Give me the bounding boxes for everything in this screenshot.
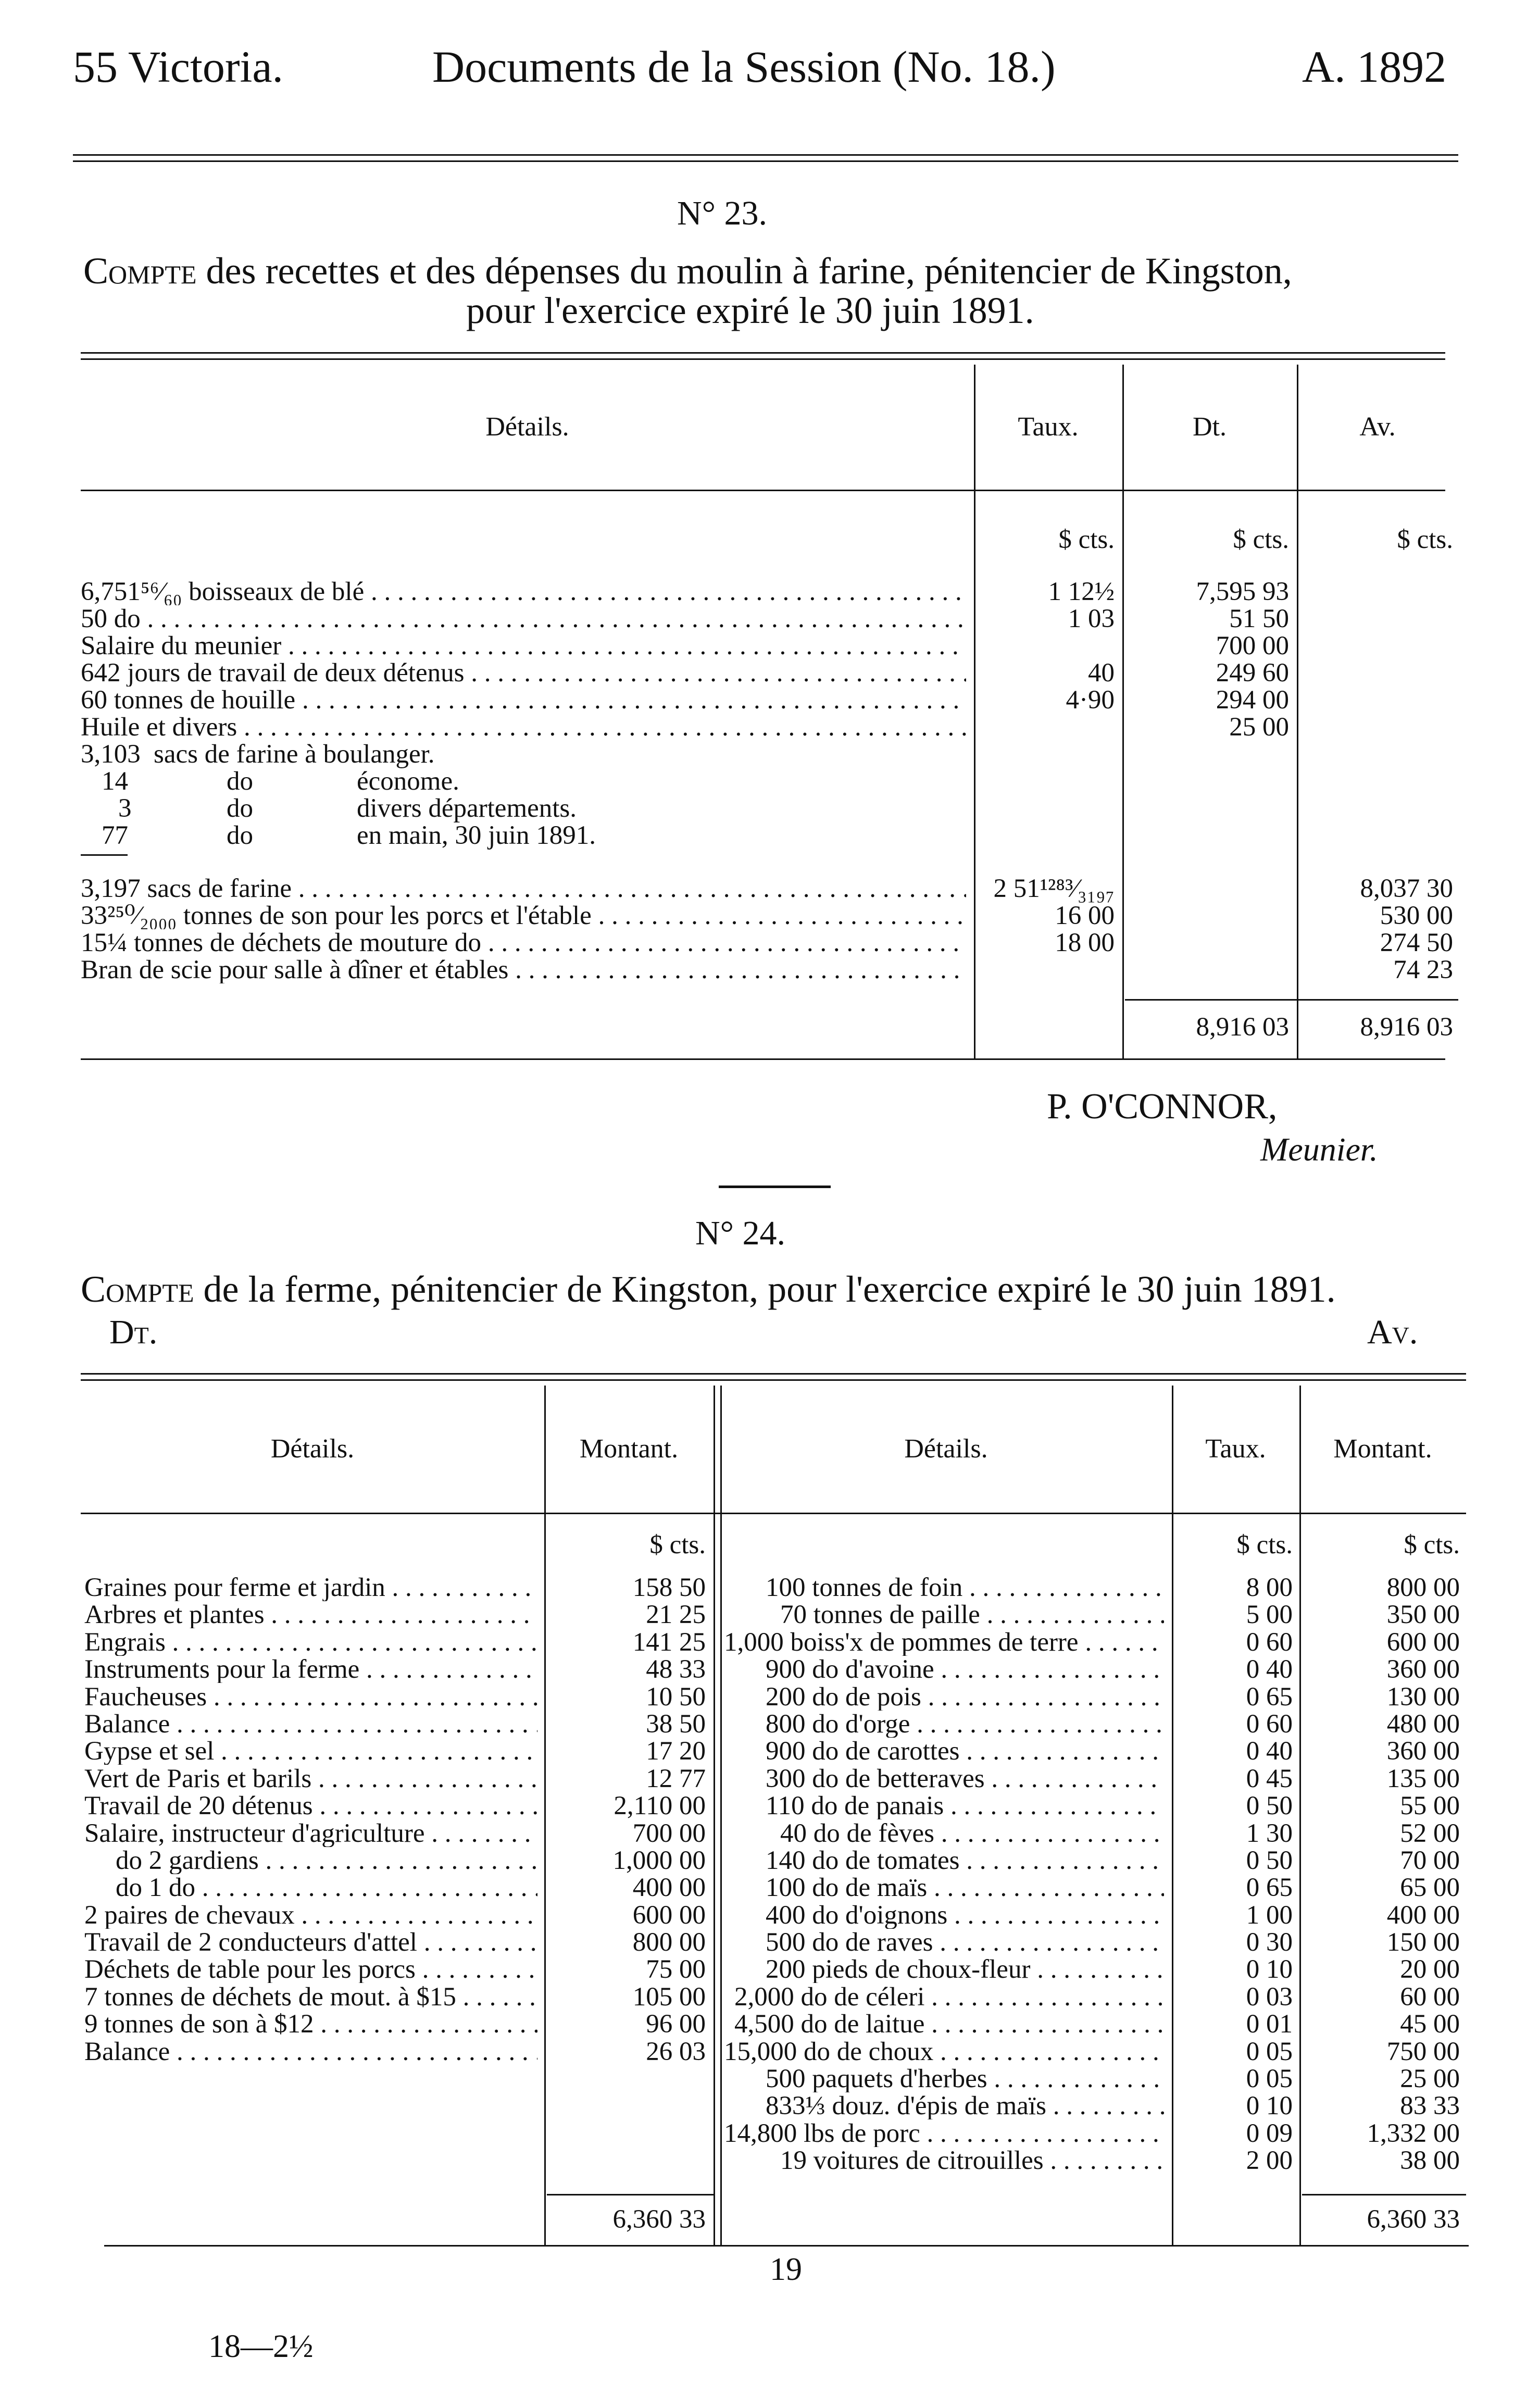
t24-left-amount: 96 00 xyxy=(646,2010,706,2039)
t24-left-row xyxy=(84,1738,709,1765)
t23-row-label: 6,751⁵⁶⁄₆₀ boisseaux de blé . . . xyxy=(81,578,966,605)
t23-total-rule xyxy=(1125,999,1458,1001)
t24-right-row xyxy=(724,1656,1463,1683)
t24-right-label: 15,000 do de choux . . . xyxy=(724,2038,1164,2065)
t24-right-amount: 55 00 xyxy=(1400,1791,1460,1821)
t24-right-taux: 0 05 xyxy=(1246,2037,1293,2066)
t24-rule-top2 xyxy=(81,1379,1466,1381)
t24-right-label: 140 do de tomates . . . xyxy=(766,1847,1164,1874)
doc24-title-word: Compte xyxy=(81,1268,194,1310)
t24-left-row xyxy=(84,2011,709,2038)
t24-col-sep-2a xyxy=(714,1386,715,2245)
t23-row-label: 33²⁵⁰⁄₂₀₀₀ tonnes de son pour les porcs et l'étable . . . xyxy=(81,902,966,929)
t24-right-taux: 0 03 xyxy=(1246,1982,1293,2012)
t24-right-row xyxy=(724,1629,1463,1656)
t24-right-row xyxy=(724,1792,1463,1819)
header-rule-top xyxy=(73,154,1458,156)
t24-right-row xyxy=(724,1929,1463,1956)
t24-left-label: do 2 gardiens . . . xyxy=(116,1847,537,1874)
t23-note-qty: 14 xyxy=(102,767,128,796)
doc24-side-dt: Dt. xyxy=(109,1313,158,1351)
t24-left-row xyxy=(84,1574,709,1601)
t24-left-label: Gypse et sel . . . xyxy=(84,1738,537,1765)
t23-note-what: sacs de farine à boulanger. xyxy=(154,740,435,769)
t24-right-label: 2,000 do de céleri . . . xyxy=(734,1983,1164,2011)
t24-right-label: 400 do d'oignons . . . xyxy=(766,1902,1164,1929)
doc23-title-word: Compte xyxy=(83,250,197,292)
t23-note-dest: en main, 30 juin 1891. xyxy=(357,821,596,850)
t23-note xyxy=(81,741,1456,768)
t24-left-row xyxy=(84,1929,709,1956)
t23-unit-dt: $ cts. xyxy=(1233,525,1289,554)
t24-right-rows xyxy=(724,1574,1463,2175)
t24-header-montant-right: Montant. xyxy=(1333,1434,1432,1464)
doc23-title-line1 xyxy=(83,250,1292,292)
t24-left-amount: 1,000 00 xyxy=(612,1845,706,1875)
t24-left-row xyxy=(84,1683,709,1711)
t24-right-amount: 360 00 xyxy=(1386,1737,1460,1766)
t24-right-row xyxy=(724,1738,1463,1765)
t23-debit-rows xyxy=(81,578,1456,849)
t24-right-label: 800 do d'orge . . . xyxy=(766,1711,1164,1738)
t24-left-amount: 75 00 xyxy=(646,1955,706,1985)
t24-right-amount: 135 00 xyxy=(1386,1764,1460,1793)
t24-right-taux: 5 00 xyxy=(1246,1600,1293,1630)
t24-right-taux: 0 50 xyxy=(1246,1791,1293,1821)
t23-row-dt: 249 60 xyxy=(1216,658,1289,688)
t23-row-label: Bran de scie pour salle à dîner et étables . . . xyxy=(81,956,966,983)
t23-row xyxy=(81,687,1456,714)
t23-row-taux: 16 00 xyxy=(1055,901,1115,930)
t24-right-amount: 65 00 xyxy=(1400,1873,1460,1903)
t24-left-amount: 12 77 xyxy=(646,1764,706,1793)
t24-left-amount: 26 03 xyxy=(646,2037,706,2066)
t24-right-row xyxy=(724,1601,1463,1628)
t24-left-label: Balance . . . xyxy=(84,2038,537,2065)
t24-unit-taux: $ cts. xyxy=(1236,1530,1293,1559)
t24-right-row xyxy=(724,1983,1463,2011)
t24-right-amount: 70 00 xyxy=(1400,1845,1460,1875)
t24-right-label: 900 do de carottes . . . xyxy=(766,1738,1164,1765)
t24-right-label: 14,800 lbs de porc . . . xyxy=(724,2120,1164,2147)
header-volume: 55 Victoria. xyxy=(73,42,284,92)
t24-col-sep-2b xyxy=(720,1386,722,2245)
t24-right-row xyxy=(724,1956,1463,1983)
t23-row-av: 74 23 xyxy=(1393,955,1453,984)
t24-right-label: 40 do de fèves . . . xyxy=(780,1820,1164,1847)
t24-right-taux: 0 45 xyxy=(1246,1764,1293,1793)
t24-left-label: Faucheuses . . . xyxy=(84,1683,537,1711)
t23-row-label: Huile et divers . . . xyxy=(81,714,966,741)
t24-left-row xyxy=(84,2038,709,2065)
t24-right-taux: 0 60 xyxy=(1246,1709,1293,1739)
t24-right-amount: 150 00 xyxy=(1386,1928,1460,1957)
t23-row-taux: 40 xyxy=(1088,658,1115,688)
t24-right-row xyxy=(724,1847,1463,1874)
t23-row-taux: 4·90 xyxy=(1066,685,1115,715)
t24-left-row xyxy=(84,1601,709,1628)
t24-header-details-right: Détails. xyxy=(904,1434,988,1464)
t24-unit-montant-right: $ cts. xyxy=(1404,1530,1460,1559)
t24-left-label: 9 tonnes de son à $12 . . . xyxy=(84,2011,537,2038)
t24-right-label: 70 tonnes de paille . . . xyxy=(780,1601,1164,1628)
t24-right-row xyxy=(724,2092,1463,2119)
t23-row xyxy=(81,714,1456,741)
t23-rule-top1 xyxy=(81,352,1445,354)
t24-left-amount: 105 00 xyxy=(632,1982,706,2012)
t23-note xyxy=(81,795,1456,822)
doc24-title-rest: de la ferme, pénitencier de Kingston, pour l'exercice expiré le 30 juin 1891. xyxy=(194,1268,1336,1310)
t24-right-label: 500 paquets d'herbes . . . xyxy=(766,2065,1164,2092)
t23-note-dest: divers départements. xyxy=(357,794,577,823)
t24-total-left: 6,360 33 xyxy=(612,2205,706,2234)
doc23-signature-title: Meunier. xyxy=(1260,1131,1378,1168)
t24-right-amount: 600 00 xyxy=(1386,1627,1460,1657)
t24-left-amount: 17 20 xyxy=(646,1737,706,1766)
t23-row-label: 15¼ tonnes de déchets de mouture do . . . xyxy=(81,929,966,956)
t24-right-taux: 1 00 xyxy=(1246,1900,1293,1930)
t23-total-dt: 8,916 03 xyxy=(1196,1013,1289,1042)
t24-right-taux: 0 40 xyxy=(1246,1655,1293,1685)
t23-header-details: Détails. xyxy=(485,412,569,442)
t24-right-amount: 350 00 xyxy=(1386,1600,1460,1630)
t24-left-amount: 38 50 xyxy=(646,1709,706,1739)
t24-left-label: Balance . . . xyxy=(84,1711,537,1738)
t24-right-label: 200 pieds de choux-fleur . . . xyxy=(766,1956,1164,1983)
t23-row xyxy=(81,956,1456,983)
t24-left-row xyxy=(84,1902,709,1929)
t23-row-taux: 2 51¹²⁸³⁄₃₁₉₇ xyxy=(993,874,1115,903)
t23-rule-top2 xyxy=(81,358,1445,360)
t24-right-taux: 1 30 xyxy=(1246,1818,1293,1848)
t23-note-qty: 3,103 xyxy=(81,740,141,769)
header-year: A. 1892 xyxy=(1302,42,1447,92)
t24-left-amount: 700 00 xyxy=(632,1818,706,1848)
t24-left-row xyxy=(84,1656,709,1683)
t23-note-qty: 77 xyxy=(102,821,128,850)
t24-right-amount: 400 00 xyxy=(1386,1900,1460,1930)
t24-left-amount: 141 25 xyxy=(632,1627,706,1657)
t24-right-taux: 0 10 xyxy=(1246,2091,1293,2121)
t24-right-row xyxy=(724,1711,1463,1738)
t24-right-row xyxy=(724,2147,1463,2174)
t23-note-what: do xyxy=(227,821,253,850)
t24-left-row xyxy=(84,1820,709,1847)
t23-row-av: 274 50 xyxy=(1380,928,1453,957)
t24-right-taux: 0 01 xyxy=(1246,2010,1293,2039)
doc23-title-rest: des recettes et des dépenses du moulin à farine, pénitencier de Kingston, xyxy=(196,250,1292,292)
t24-left-row xyxy=(84,1983,709,2011)
t24-right-row xyxy=(724,2038,1463,2065)
t23-credit-rows xyxy=(81,875,1456,983)
t23-row xyxy=(81,605,1456,632)
page-number: 19 xyxy=(770,2252,802,2287)
t24-right-label: 833⅓ douz. d'épis de maïs . . . xyxy=(766,2092,1164,2119)
t24-right-row xyxy=(724,1574,1463,1601)
t24-right-amount: 800 00 xyxy=(1386,1573,1460,1602)
t24-right-amount: 38 00 xyxy=(1400,2146,1460,2176)
t24-right-taux: 0 40 xyxy=(1246,1737,1293,1766)
t24-left-amount: 158 50 xyxy=(632,1573,706,1602)
t23-short-rule xyxy=(81,854,128,856)
t23-row-label: 50 do . . . xyxy=(81,605,966,632)
t24-right-amount: 60 00 xyxy=(1400,1982,1460,2012)
t24-right-amount: 52 00 xyxy=(1400,1818,1460,1848)
t24-right-row xyxy=(724,2011,1463,2038)
t23-unit-av: $ cts. xyxy=(1397,525,1453,554)
t24-left-row xyxy=(84,1629,709,1656)
t24-right-amount: 20 00 xyxy=(1400,1955,1460,1985)
t24-left-label: 2 paires de chevaux . . . xyxy=(84,1902,537,1929)
t23-row-dt: 294 00 xyxy=(1216,685,1289,715)
t23-row-label: 60 tonnes de houille . . . xyxy=(81,687,966,714)
doc24-side-av: Av. xyxy=(1367,1313,1418,1351)
t23-note-qty: 3 xyxy=(118,794,132,823)
header-session: Documents de la Session (No. 18.) xyxy=(432,42,1056,92)
t24-right-label: 110 do de panais . . . xyxy=(766,1792,1164,1819)
t24-left-amount: 21 25 xyxy=(646,1600,706,1630)
t24-header-taux: Taux. xyxy=(1205,1434,1266,1464)
t24-right-taux: 0 05 xyxy=(1246,2064,1293,2094)
t24-left-row xyxy=(84,1847,709,1874)
doc23-title-line2: pour l'exercice expiré le 30 juin 1891. xyxy=(466,290,1034,331)
t24-total-rule-right xyxy=(1302,2194,1466,2195)
t24-rule-header xyxy=(81,1513,1466,1514)
t24-unit-montant-left: $ cts. xyxy=(649,1530,706,1559)
t24-right-label: 19 voitures de citrouilles . . . xyxy=(780,2147,1164,2174)
t24-left-label: Déchets de table pour les porcs . . . xyxy=(84,1956,537,1983)
t24-left-label: Arbres et plantes . . . xyxy=(84,1601,537,1628)
t24-left-amount: 800 00 xyxy=(632,1928,706,1957)
t23-row-dt: 7,595 93 xyxy=(1196,577,1289,606)
t24-left-label: Graines pour ferme et jardin . . . xyxy=(84,1574,537,1601)
t23-rule-bottom xyxy=(81,1058,1445,1060)
t24-left-amount: 2,110 00 xyxy=(614,1791,706,1821)
t24-right-taux: 0 10 xyxy=(1246,1955,1293,1985)
t24-left-row xyxy=(84,1711,709,1738)
t24-left-row xyxy=(84,1874,709,1901)
t23-note-what: do xyxy=(227,767,253,796)
t24-right-amount: 45 00 xyxy=(1400,2010,1460,2039)
section-divider xyxy=(719,1186,831,1188)
t24-right-taux: 0 50 xyxy=(1246,1845,1293,1875)
t23-row-label: 642 jours de travail de deux détenus . . . xyxy=(81,659,966,687)
t24-right-row xyxy=(724,1765,1463,1792)
t24-left-label: Travail de 2 conducteurs d'attel . . . xyxy=(84,1929,537,1956)
t24-left-row xyxy=(84,1956,709,1983)
t23-row-dt: 700 00 xyxy=(1216,631,1289,660)
t23-row-av: 8,037 30 xyxy=(1360,874,1453,903)
t23-header-av: Av. xyxy=(1359,412,1396,442)
t24-right-row xyxy=(724,1874,1463,1901)
t24-right-taux: 8 00 xyxy=(1246,1573,1293,1602)
t24-left-amount: 10 50 xyxy=(646,1682,706,1712)
signature-mark: 18—2½ xyxy=(208,2329,314,2364)
t24-right-label: 500 do de raves . . . xyxy=(766,1929,1164,1956)
t24-right-label: 200 do de pois . . . xyxy=(766,1683,1164,1711)
t23-note-what: do xyxy=(227,794,253,823)
t24-right-label: 300 do de betteraves . . . xyxy=(766,1765,1164,1792)
t24-left-amount: 400 00 xyxy=(632,1873,706,1903)
t24-right-taux: 0 30 xyxy=(1246,1928,1293,1957)
t24-left-amount: 48 33 xyxy=(646,1655,706,1685)
t23-header-dt: Dt. xyxy=(1193,412,1227,442)
t24-right-amount: 750 00 xyxy=(1386,2037,1460,2066)
t24-right-taux: 0 60 xyxy=(1246,1627,1293,1657)
t23-unit-taux: $ cts. xyxy=(1058,525,1115,554)
t24-right-label: 1,000 boiss'x de pommes de terre . . . xyxy=(724,1629,1164,1656)
t24-rule-bottom xyxy=(104,2245,1469,2247)
t24-header-montant-left: Montant. xyxy=(579,1434,679,1464)
t24-right-amount: 360 00 xyxy=(1386,1655,1460,1685)
t23-row-label: 3,197 sacs de farine . . . xyxy=(81,875,966,902)
t24-right-amount: 25 00 xyxy=(1400,2064,1460,2094)
t23-row-taux: 18 00 xyxy=(1055,928,1115,957)
t23-row xyxy=(81,929,1456,956)
t24-left-label: Engrais . . . xyxy=(84,1629,537,1656)
t24-right-row xyxy=(724,1683,1463,1711)
doc24-title xyxy=(81,1268,1336,1310)
t24-right-row xyxy=(724,2120,1463,2147)
t23-header-taux: Taux. xyxy=(1018,412,1079,442)
t24-right-amount: 130 00 xyxy=(1386,1682,1460,1712)
t23-row-dt: 51 50 xyxy=(1229,604,1289,633)
t24-right-label: 100 tonnes de foin . . . xyxy=(766,1574,1164,1601)
t24-left-label: Travail de 20 détenus . . . xyxy=(84,1792,537,1819)
doc24-number: N° 24. xyxy=(695,1214,786,1252)
t24-total-right: 6,360 33 xyxy=(1367,2205,1460,2234)
t23-row xyxy=(81,875,1456,902)
t24-left-label: 7 tonnes de déchets de mout. à $15 . . . xyxy=(84,1983,537,2011)
t23-row xyxy=(81,632,1456,659)
t24-right-amount: 1,332 00 xyxy=(1367,2118,1460,2148)
t24-right-row xyxy=(724,1902,1463,1929)
t24-left-rows xyxy=(84,1574,709,2065)
t23-row-taux: 1 03 xyxy=(1068,604,1115,633)
t23-row-dt: 25 00 xyxy=(1229,713,1289,742)
t24-right-taux: 2 00 xyxy=(1246,2146,1293,2176)
t24-left-row xyxy=(84,1765,709,1792)
t24-left-label: do 1 do . . . xyxy=(116,1874,537,1901)
t24-left-label: Salaire, instructeur d'agriculture . . . xyxy=(84,1820,537,1847)
t24-right-label: 4,500 do de laitue . . . xyxy=(734,2011,1164,2038)
t24-right-taux: 0 65 xyxy=(1246,1682,1293,1712)
t23-note xyxy=(81,822,1456,849)
t23-total-av: 8,916 03 xyxy=(1360,1013,1453,1042)
t24-left-label: Vert de Paris et barils . . . xyxy=(84,1765,537,1792)
t24-total-rule-left xyxy=(547,2194,714,2195)
t23-rule-header xyxy=(81,490,1445,491)
t24-left-amount: 600 00 xyxy=(632,1900,706,1930)
t24-right-row xyxy=(724,1820,1463,1847)
t23-row-av: 530 00 xyxy=(1380,901,1453,930)
t24-right-taux: 0 09 xyxy=(1246,2118,1293,2148)
doc23-number: N° 23. xyxy=(677,194,768,232)
t24-rule-top1 xyxy=(81,1373,1466,1375)
t24-left-label: Instruments pour la ferme . . . xyxy=(84,1656,537,1683)
t23-row-label: Salaire du meunier . . . xyxy=(81,632,966,659)
doc23-signature-name: P. O'CONNOR, xyxy=(1047,1087,1278,1127)
t24-right-row xyxy=(724,2065,1463,2092)
t23-row xyxy=(81,578,1456,605)
t24-right-taux: 0 65 xyxy=(1246,1873,1293,1903)
t24-left-row xyxy=(84,1792,709,1819)
header-rule-bottom xyxy=(73,160,1458,162)
t24-right-label: 900 do d'avoine . . . xyxy=(766,1656,1164,1683)
t23-row xyxy=(81,902,1456,929)
t24-header-details-left: Détails. xyxy=(270,1434,355,1464)
t23-row-taux: 1 12½ xyxy=(1048,577,1115,606)
t24-right-amount: 480 00 xyxy=(1386,1709,1460,1739)
t23-note-dest: économe. xyxy=(357,767,459,796)
t23-note xyxy=(81,768,1456,795)
t24-right-label: 100 do de maïs . . . xyxy=(766,1874,1164,1901)
t23-row xyxy=(81,659,1456,687)
t24-right-amount: 83 33 xyxy=(1400,2091,1460,2121)
